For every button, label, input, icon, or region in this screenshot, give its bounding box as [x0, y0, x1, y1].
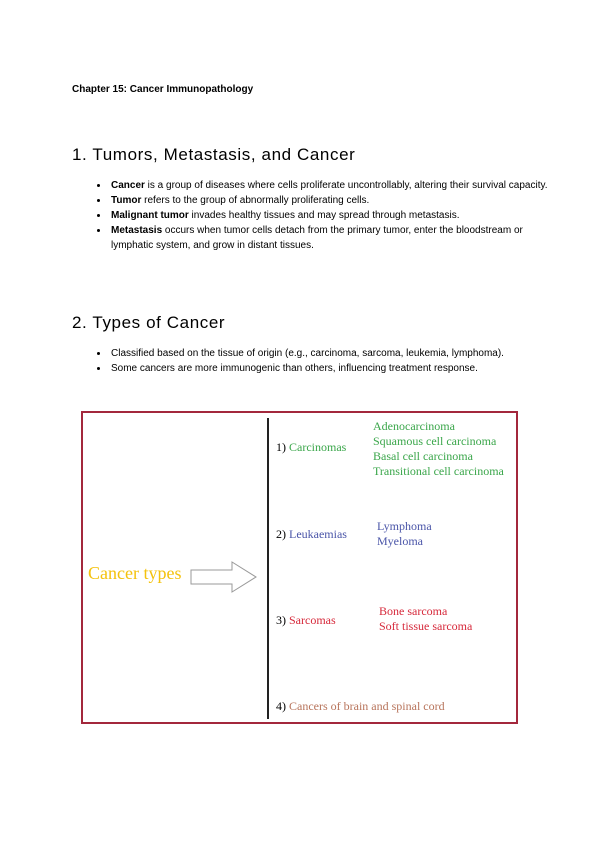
category-name: Leukaemias: [289, 527, 347, 541]
category-number: 2): [276, 527, 286, 541]
term: Tumor: [111, 195, 142, 206]
list-item: [109, 178, 549, 193]
term: Malignant tumor: [111, 210, 189, 221]
category-number: 4): [276, 699, 286, 713]
category-number: 1): [276, 440, 286, 454]
section-heading-types: 2. Types of Cancer: [72, 313, 226, 332]
subtype: Squamous cell carcinoma: [373, 434, 497, 448]
leukaemia-subtypes: [377, 519, 432, 549]
list-item: • Classified based on the tissue of origin (e.g., carcinoma, sarcoma, leukemia, lymphoma).: [109, 346, 549, 361]
category-carcinomas: [276, 440, 346, 455]
list-item: [109, 208, 549, 223]
term: Cancer: [111, 180, 145, 191]
subtype: Basal cell carcinoma: [373, 449, 473, 463]
subtype: Soft tissue sarcoma: [379, 619, 473, 633]
bullet-list-types: [72, 346, 549, 376]
category-name: Sarcomas: [289, 613, 336, 627]
definition: occurs when tumor cells detach from the primary tumor, enter the bloodstream or lymphatic system, and grow in distant tissues.: [111, 225, 523, 251]
subtype: Bone sarcoma: [379, 604, 448, 618]
list-item: • Some cancers are more immunogenic than others, influencing treatment response.: [109, 361, 549, 376]
right-arrow-icon: [190, 561, 258, 593]
subtype: Transitional cell carcinoma: [373, 464, 504, 478]
subtype: Myeloma: [377, 534, 423, 548]
definition: refers to the group of abnormally proliferating cells.: [141, 195, 370, 206]
subtype: Lymphoma: [377, 519, 432, 533]
carcinoma-subtypes: [373, 419, 504, 479]
divider-line: [267, 418, 269, 719]
category-brain-spinal: [276, 699, 445, 714]
section-heading-tumors: 1. Tumors, Metastasis, and Cancer: [72, 145, 356, 164]
term: Metastasis: [111, 225, 163, 236]
category-name: Carcinomas: [289, 440, 347, 454]
bullet-list-tumors: [72, 178, 549, 253]
list-item: [109, 223, 549, 253]
definition: invades healthy tissues and may spread through metastasis.: [188, 210, 460, 221]
definition: is a group of diseases where cells proliferate uncontrollably, altering their survival capacity.: [144, 180, 548, 191]
cancer-types-figure: [81, 411, 518, 724]
category-leukaemias: [276, 527, 347, 542]
subtype: Adenocarcinoma: [373, 419, 455, 433]
category-number: 3): [276, 613, 286, 627]
list-item: [109, 193, 549, 208]
figure-main-label: Cancer types: [88, 563, 182, 583]
category-name: Cancers of brain and spinal cord: [289, 699, 445, 713]
sarcoma-subtypes: [379, 604, 472, 634]
chapter-title: Chapter 15: Cancer Immunopathology: [72, 84, 254, 95]
category-sarcomas: [276, 613, 336, 628]
